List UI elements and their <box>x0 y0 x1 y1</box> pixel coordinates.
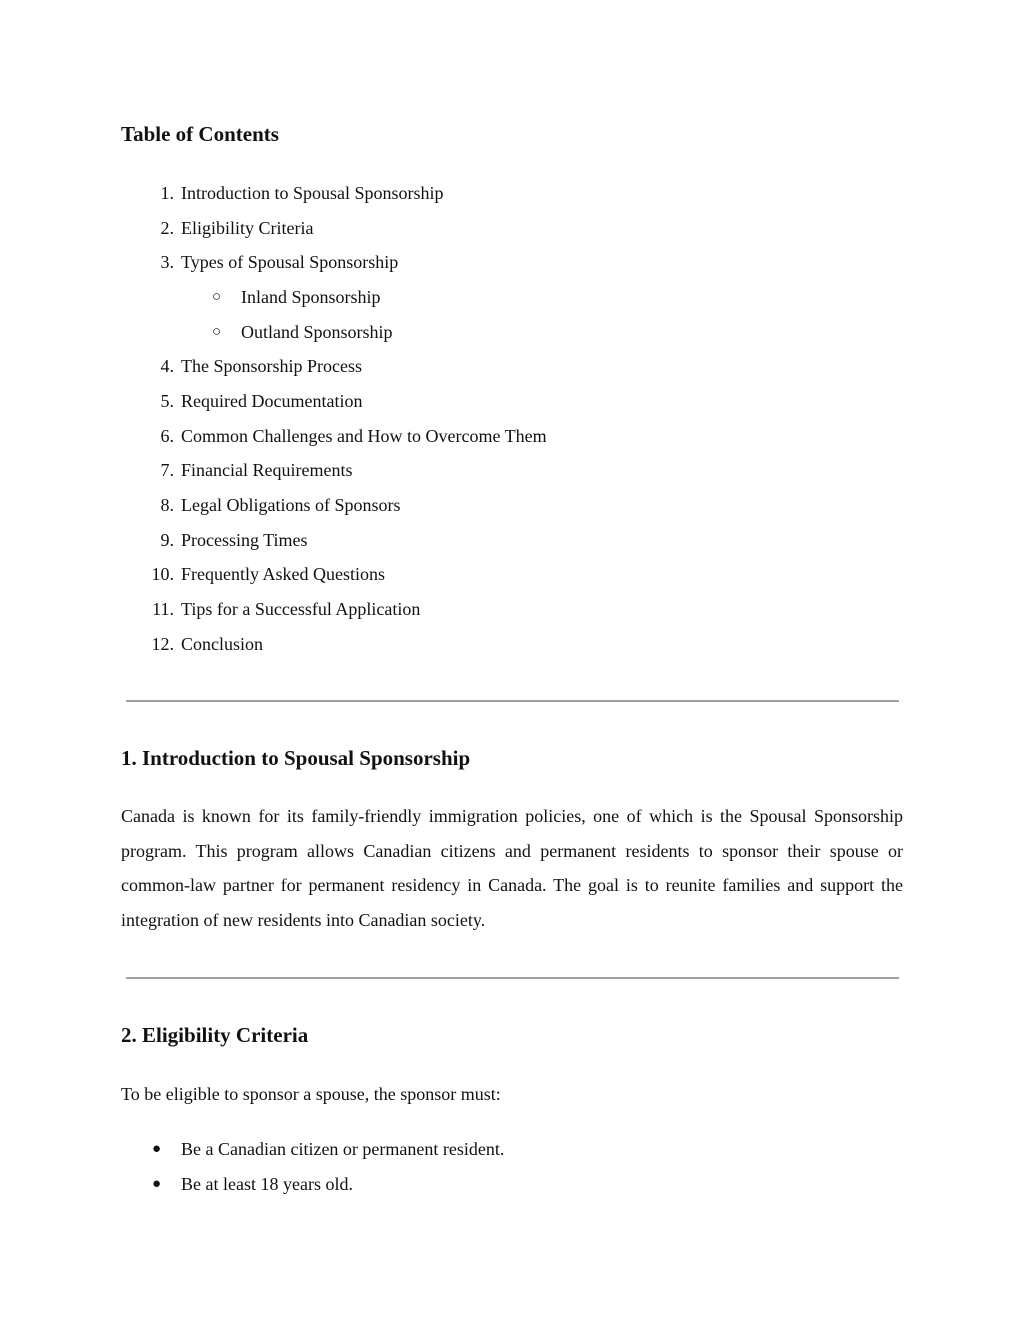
filled-circle-bullet-icon: ● <box>152 1176 162 1192</box>
toc-subitem-label: Inland Sponsorship <box>241 287 381 307</box>
toc-item-number: 5. <box>160 391 174 411</box>
toc-item-label: Processing Times <box>181 530 308 550</box>
toc-title: Table of Contents <box>121 122 279 146</box>
list-item-label: Be at least 18 years old. <box>181 1174 353 1194</box>
toc-item-number: 11. <box>152 599 174 619</box>
toc-item[interactable] <box>160 181 444 205</box>
list-item <box>152 1172 353 1196</box>
toc-item-number: 4. <box>160 356 174 376</box>
list-item-label: Be a Canadian citizen or permanent resident. <box>181 1139 505 1159</box>
toc-item[interactable] <box>160 493 401 517</box>
toc-item[interactable] <box>160 389 363 413</box>
toc-item-label: Introduction to Spousal Sponsorship <box>181 183 444 203</box>
section-heading: 1. Introduction to Spousal Sponsorship <box>121 746 471 770</box>
toc-item[interactable] <box>160 458 353 482</box>
toc-item-label: Types of Spousal Sponsorship <box>181 252 399 272</box>
toc-item-number: 8. <box>160 495 174 515</box>
toc-item-number: 12. <box>151 634 174 654</box>
horizontal-divider <box>126 700 899 702</box>
toc-item[interactable] <box>160 528 308 552</box>
toc-subitem[interactable] <box>212 285 381 309</box>
toc-item[interactable] <box>151 562 385 586</box>
section-paragraph: To be eligible to sponsor a spouse, the sponsor must: <box>121 1084 501 1104</box>
toc-item[interactable] <box>160 250 399 274</box>
toc-item-label: Common Challenges and How to Overcome Them <box>181 426 547 446</box>
toc-item-number: 7. <box>160 460 174 480</box>
toc-item-label: Tips for a Successful Application <box>181 599 421 619</box>
toc-item-number: 1. <box>160 183 174 203</box>
hollow-circle-bullet-icon: ○ <box>212 289 222 305</box>
toc-item[interactable] <box>160 354 362 378</box>
toc-item-number: 3. <box>160 252 174 272</box>
toc-item-label: Financial Requirements <box>181 460 353 480</box>
toc-item-number: 6. <box>160 426 174 446</box>
horizontal-divider <box>126 977 899 979</box>
toc-item[interactable] <box>160 216 314 240</box>
toc-item[interactable] <box>152 597 421 621</box>
hollow-circle-bullet-icon: ○ <box>212 324 222 340</box>
toc-subitem-label: Outland Sponsorship <box>241 322 393 342</box>
toc-item-label: Legal Obligations of Sponsors <box>181 495 401 515</box>
toc-item-label: Required Documentation <box>181 391 363 411</box>
toc-item[interactable] <box>160 424 547 448</box>
section-paragraph: Canada is known for its family-friendly immigration policies, one of which is the Spousal Sponsorship program. This program allows Canadian citizens and permanent residents to sponsor their spouse or common-law partner for permanent residency in Canada. The goal is to reunite families and support the integration of new residents into Canadian society. <box>121 806 903 931</box>
toc-item-label: The Sponsorship Process <box>181 356 362 376</box>
list-item <box>152 1137 505 1161</box>
toc-item-label: Frequently Asked Questions <box>181 564 385 584</box>
toc-subitem[interactable] <box>212 320 393 344</box>
toc-item-label: Eligibility Criteria <box>181 218 314 238</box>
filled-circle-bullet-icon: ● <box>152 1141 162 1157</box>
toc-item-label: Conclusion <box>181 634 264 654</box>
toc-item[interactable] <box>151 632 264 656</box>
toc-item-number: 2. <box>160 218 174 238</box>
toc-item-number: 10. <box>151 564 174 584</box>
toc-item-number: 9. <box>160 530 174 550</box>
section-heading: 2. Eligibility Criteria <box>121 1023 309 1047</box>
